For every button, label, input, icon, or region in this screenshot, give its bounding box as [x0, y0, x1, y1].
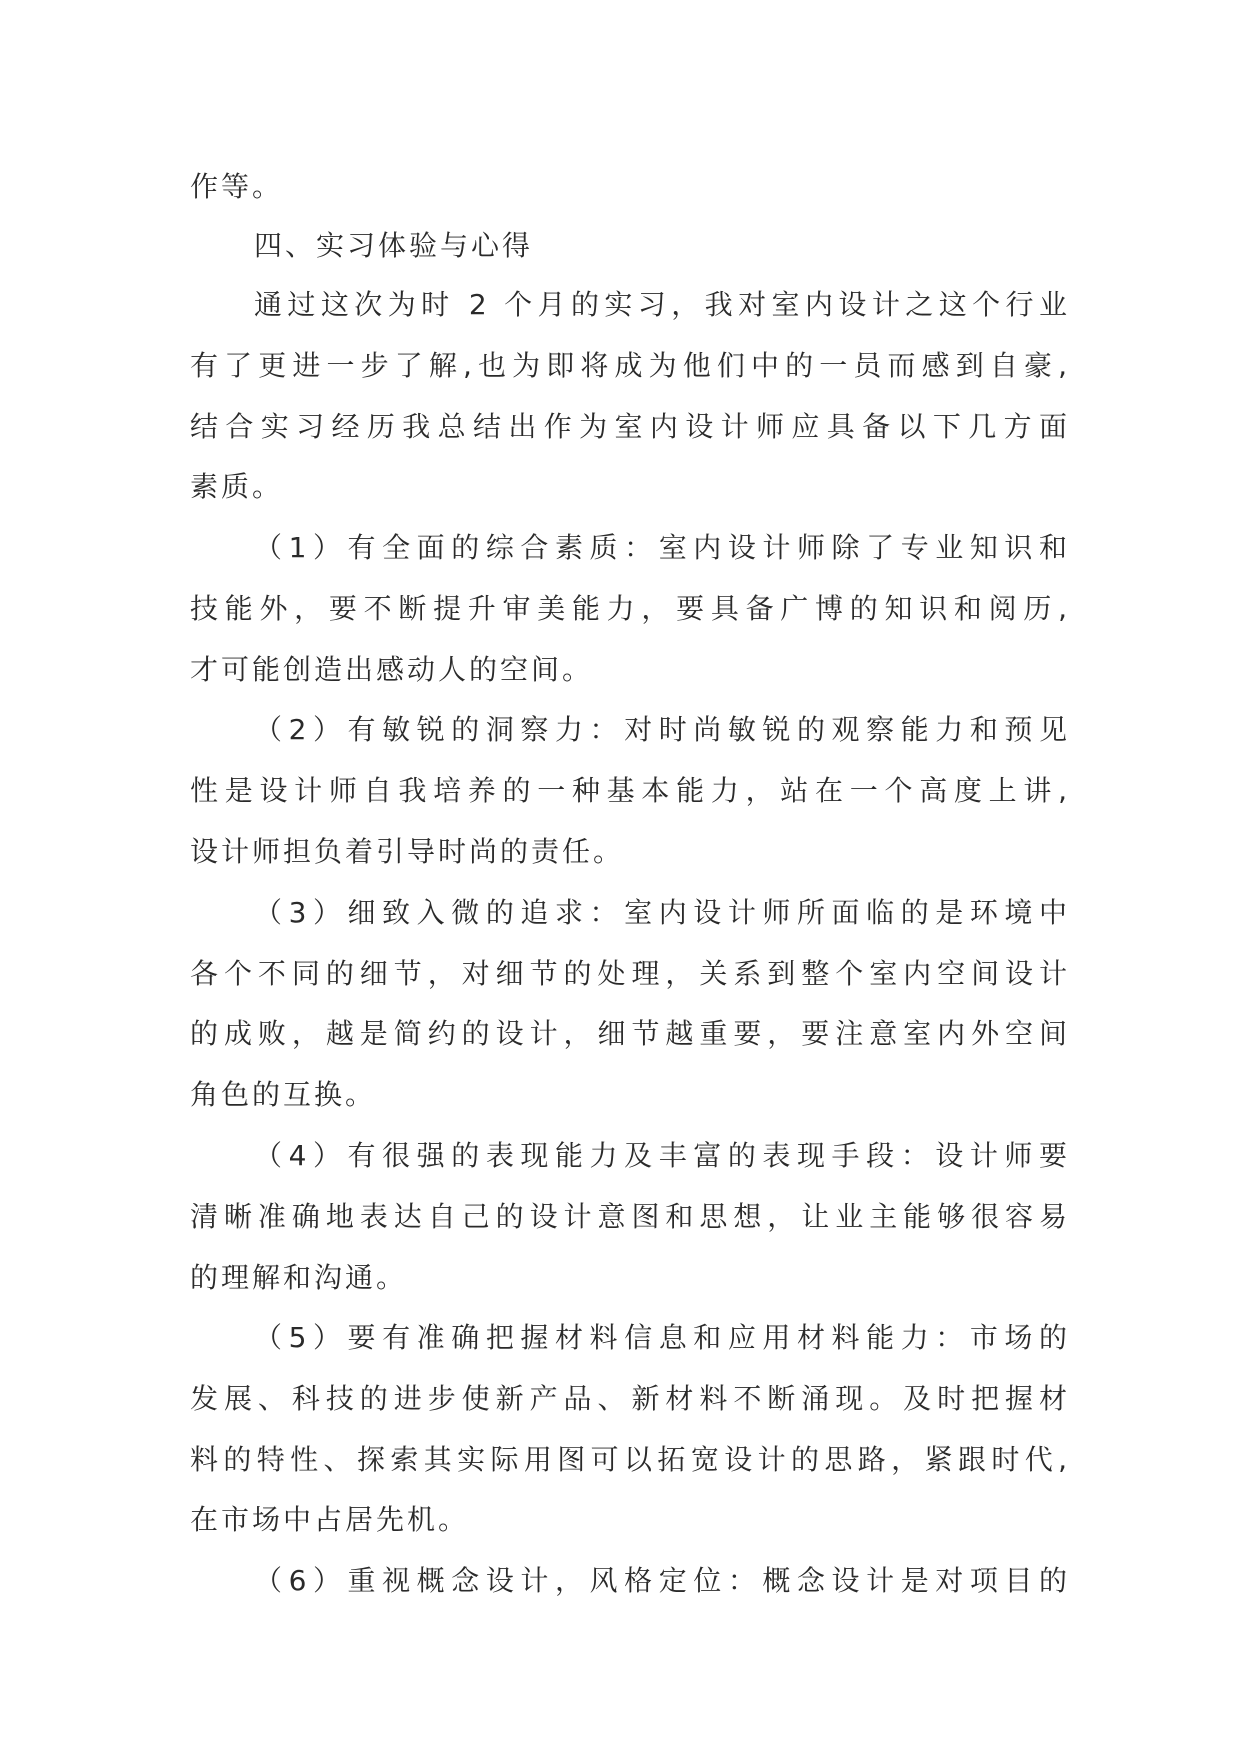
paragraph-line: 性是设计师自我培养的一种基本能力，站在一个高度上讲, — [190, 774, 1070, 807]
paragraph-line: 料的特性、探索其实际用图可以拓宽设计的思路，紧跟时代, — [190, 1443, 1070, 1476]
paragraph-line: 结合实习经历我总结出作为室内设计师应具备以下几方面 — [190, 410, 1070, 443]
paragraph-line: 素质。 — [190, 470, 284, 503]
paragraph-line: 才可能创造出感动人的空间。 — [190, 653, 594, 686]
list-item-3: （3）细致入微的追求：室内设计师所面临的是环境中 — [254, 896, 1070, 929]
paragraph-line: 发展、科技的进步使新产品、新材料不断涌现。及时把握材 — [190, 1382, 1070, 1415]
list-item-2: （2）有敏锐的洞察力：对时尚敏锐的观察能力和预见 — [254, 713, 1070, 746]
list-item-6: （6）重视概念设计，风格定位：概念设计是对项目的 — [254, 1564, 1070, 1597]
paragraph-line: 角色的互换。 — [190, 1078, 377, 1111]
paragraph-line: 的理解和沟通。 — [190, 1261, 408, 1294]
list-item-5: （5）要有准确把握材料信息和应用材料能力：市场的 — [254, 1321, 1070, 1354]
paragraph-line: 有了更进一步了解,也为即将成为他们中的一员而感到自豪, — [190, 349, 1070, 382]
paragraph-line: 通过这次为时 2 个月的实习，我对室内设计之这个行业 — [254, 288, 1070, 321]
section-heading: 四、实习体验与心得 — [254, 229, 534, 262]
paragraph-line: 设计师担负着引导时尚的责任。 — [190, 835, 625, 868]
list-item-1: （1）有全面的综合素质：室内设计师除了专业知识和 — [254, 531, 1070, 564]
paragraph-line: 的成败，越是简约的设计，细节越重要，要注意室内外空间 — [190, 1017, 1070, 1050]
paragraph-line: 清晰准确地表达自己的设计意图和思想，让业主能够很容易 — [190, 1200, 1070, 1233]
list-item-4: （4）有很强的表现能力及丰富的表现手段：设计师要 — [254, 1139, 1070, 1172]
paragraph-line: 在市场中占居先机。 — [190, 1503, 470, 1536]
paragraph-line: 技能外，要不断提升审美能力，要具备广博的知识和阅历, — [190, 592, 1070, 625]
paragraph-line: 作等。 — [190, 170, 284, 203]
paragraph-line: 各个不同的细节，对细节的处理，关系到整个室内空间设计 — [190, 957, 1070, 990]
